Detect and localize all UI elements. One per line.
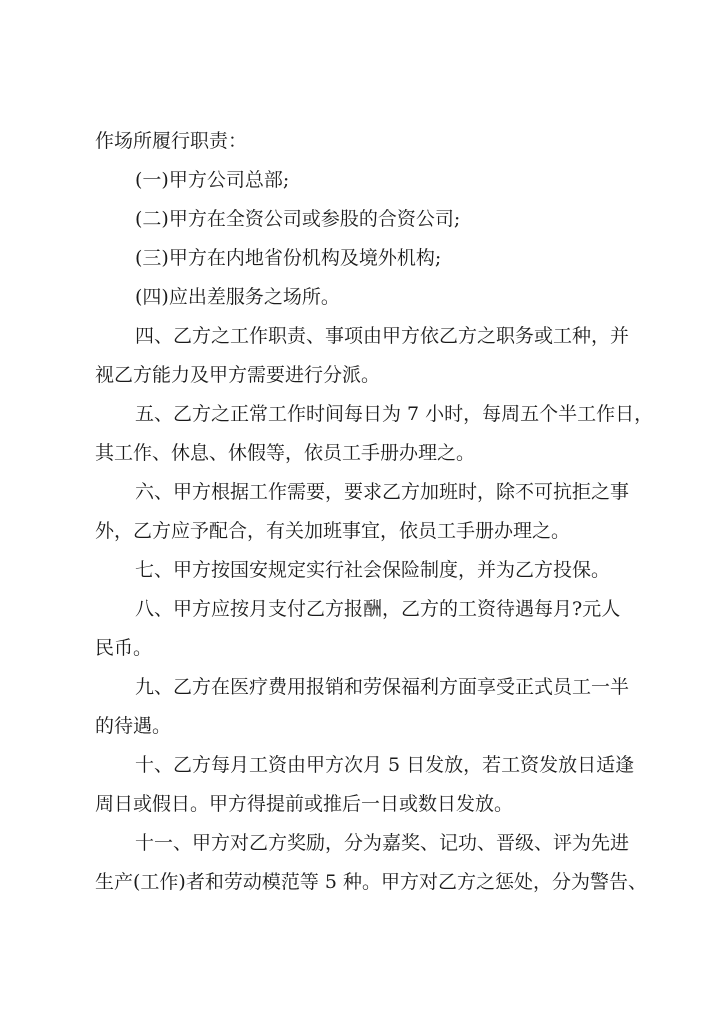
text-line: (三)甲方在内地省份机构及境外机构; [135, 247, 442, 269]
text-line: 七、甲方按国安规定实行社会保险制度，并为乙方投保。 [135, 559, 611, 581]
text-line: 九、乙方在医疗费用报销和劳保福利方面享受正式员工一半 [135, 676, 630, 698]
text-line: 十一、甲方对乙方奖励，分为嘉奖、记功、晋级、评为先进 [135, 832, 630, 854]
text-line: 六、甲方根据工作需要，要求乙方加班时，除不可抗拒之事 [135, 481, 630, 503]
text-line: 外，乙方应予配合，有关加班事宜，依员工手册办理之。 [95, 520, 571, 542]
text-line: (二)甲方在全资公司或参股的合资公司; [135, 208, 461, 230]
text-line: 的待遇。 [95, 715, 172, 737]
text-line: 五、乙方之正常工作时间每日为 7 小时，每周五个半工作日， [135, 403, 654, 425]
text-line: 四、乙方之工作职责、事项由甲方依乙方之职务或工种，并 [135, 325, 630, 347]
text-line: 周日或假日。甲方得提前或推后一日或数日发放。 [95, 793, 514, 815]
text-line: 其工作、休息、休假等，依员工手册办理之。 [95, 442, 476, 464]
document-body [95, 126, 654, 906]
text-line: (一)甲方公司总部; [135, 169, 290, 191]
text-line: 作场所履行职责： [95, 130, 248, 152]
text-line: 民币。 [95, 637, 153, 659]
text-line: (四)应出差服务之场所。 [135, 286, 340, 308]
text-line: 十、乙方每月工资由甲方次月 5 日发放，若工资发放日适逢 [135, 754, 635, 776]
text-line: 视乙方能力及甲方需要进行分派。 [95, 364, 381, 386]
text-line: 生产(工作)者和劳动模范等 5 种。甲方对乙方之惩处，分为警告、 [95, 871, 647, 893]
text-line: 八、甲方应按月支付乙方报酬，乙方的工资待遇每月?元人 [135, 598, 621, 620]
